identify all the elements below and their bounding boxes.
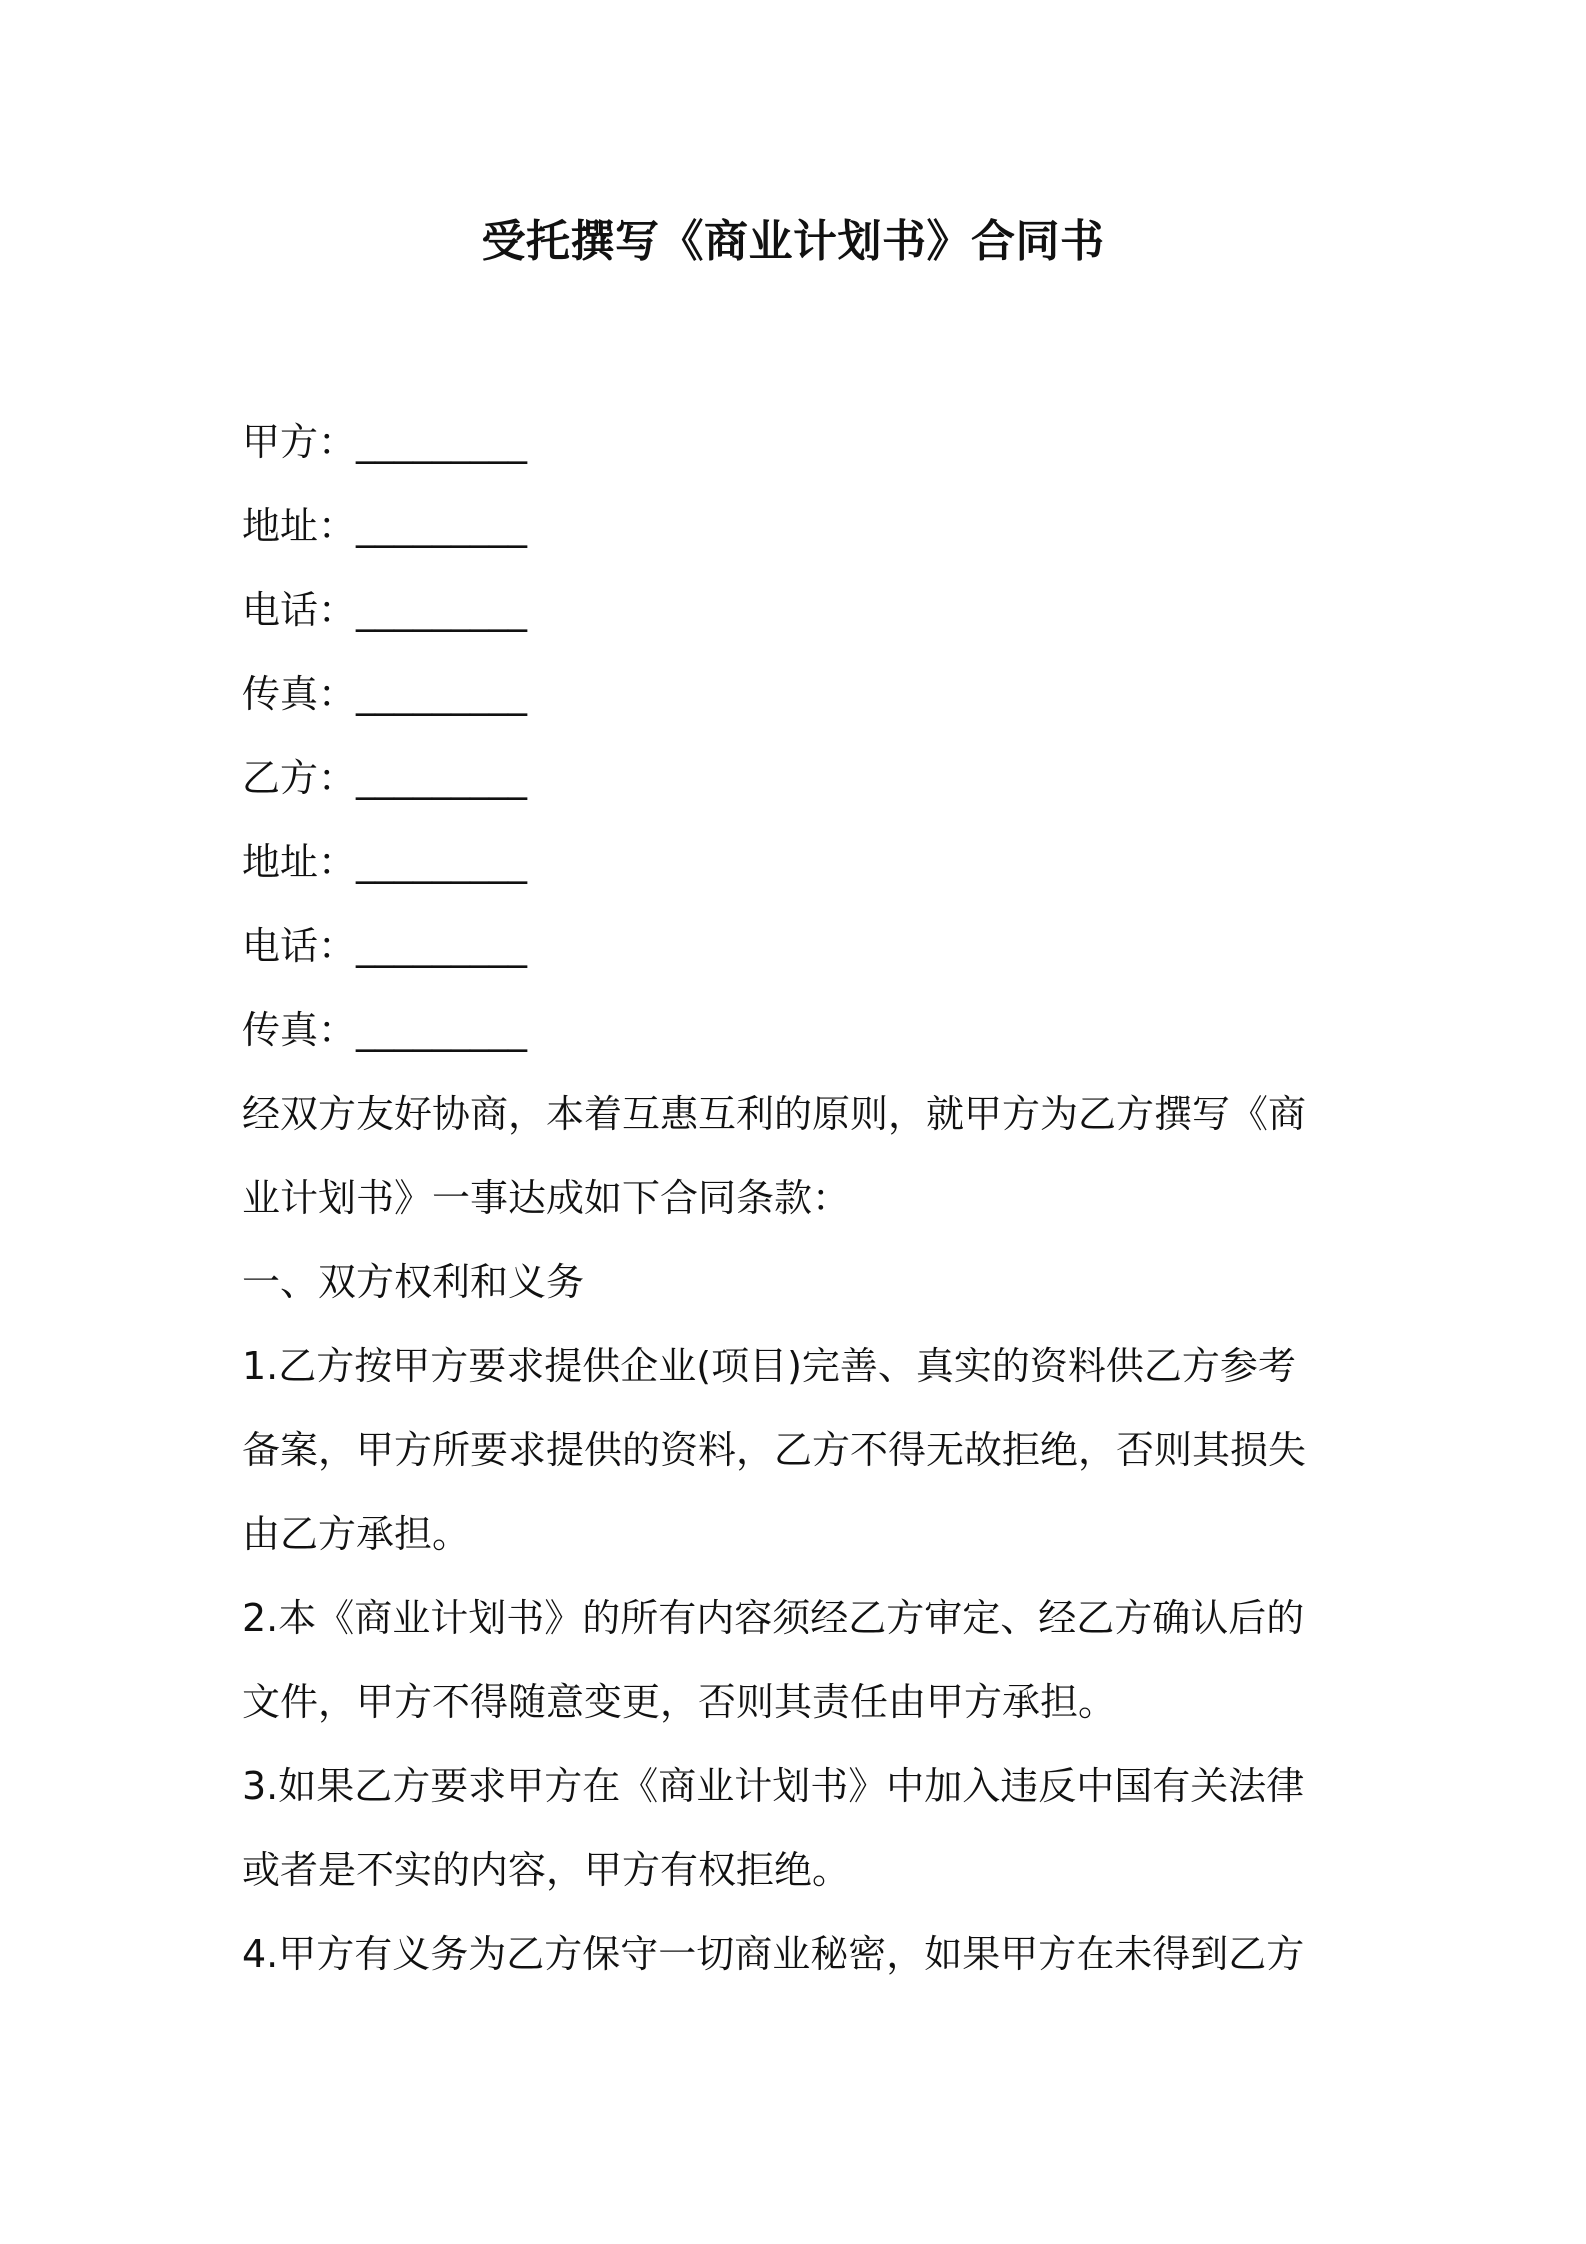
party-a-name-label: 甲方： [242, 420, 357, 464]
party-a-phone-blank: _________ [356, 588, 528, 632]
party-a-fax-field [242, 652, 1354, 736]
party-b-address-label: 地址： [242, 840, 357, 884]
document-body [242, 400, 1354, 1996]
intro-line-1: 经双方友好协商，本着互惠互利的原则，就甲方为乙方撰写《商 [242, 1092, 1307, 1136]
party-a-fax-label: 传真： [242, 672, 357, 716]
party-b-name-field [242, 736, 1354, 820]
party-b-phone-field [242, 904, 1354, 988]
party-a-phone-field [242, 568, 1354, 652]
clause-3-line-1: 3.如果乙方要求甲方在《商业计划书》中加入违反中国有关法律 [242, 1764, 1305, 1808]
party-b-address-blank: _________ [356, 840, 528, 884]
party-a-address-label: 地址： [242, 504, 357, 548]
party-b-address-field [242, 820, 1354, 904]
party-b-fax-label: 传真： [242, 1008, 357, 1052]
party-a-address-blank: _________ [356, 504, 528, 548]
party-b-phone-blank: _________ [356, 924, 528, 968]
party-b-phone-label: 电话： [242, 924, 357, 968]
clause-2-line-1: 2.本《商业计划书》的所有内容须经乙方审定、经乙方确认后的 [242, 1596, 1305, 1640]
party-a-phone-label: 电话： [242, 588, 357, 632]
party-b-fax-field [242, 988, 1354, 1072]
clause-2-line-2: 文件，甲方不得随意变更，否则其责任由甲方承担。 [242, 1680, 1117, 1724]
party-b-fax-blank: _________ [356, 1008, 528, 1052]
clause-1-line-3: 由乙方承担。 [242, 1512, 471, 1556]
party-a-fax-blank: _________ [356, 672, 528, 716]
party-b-name-label: 乙方： [242, 756, 357, 800]
clause-3-line-2: 或者是不实的内容，甲方有权拒绝。 [242, 1848, 851, 1892]
party-a-address-field [242, 484, 1354, 568]
document-title: 受托撰写《商业计划书》合同书 [481, 216, 1105, 267]
clause-1-line-2: 备案，甲方所要求提供的资料，乙方不得无故拒绝，否则其损失 [242, 1428, 1307, 1472]
clause-4-line-1: 4.甲方有义务为乙方保守一切商业秘密，如果甲方在未得到乙方 [242, 1932, 1305, 1976]
section-1-heading: 一、双方权利和义务 [242, 1260, 585, 1304]
party-a-name-blank: _________ [356, 420, 528, 464]
party-b-name-blank: _________ [356, 756, 528, 800]
intro-line-2: 业计划书》一事达成如下合同条款： [242, 1176, 851, 1220]
clause-1-line-1: 1.乙方按甲方要求提供企业(项目)完善、真实的资料供乙方参考 [242, 1344, 1296, 1388]
party-a-name-field [242, 400, 1354, 484]
